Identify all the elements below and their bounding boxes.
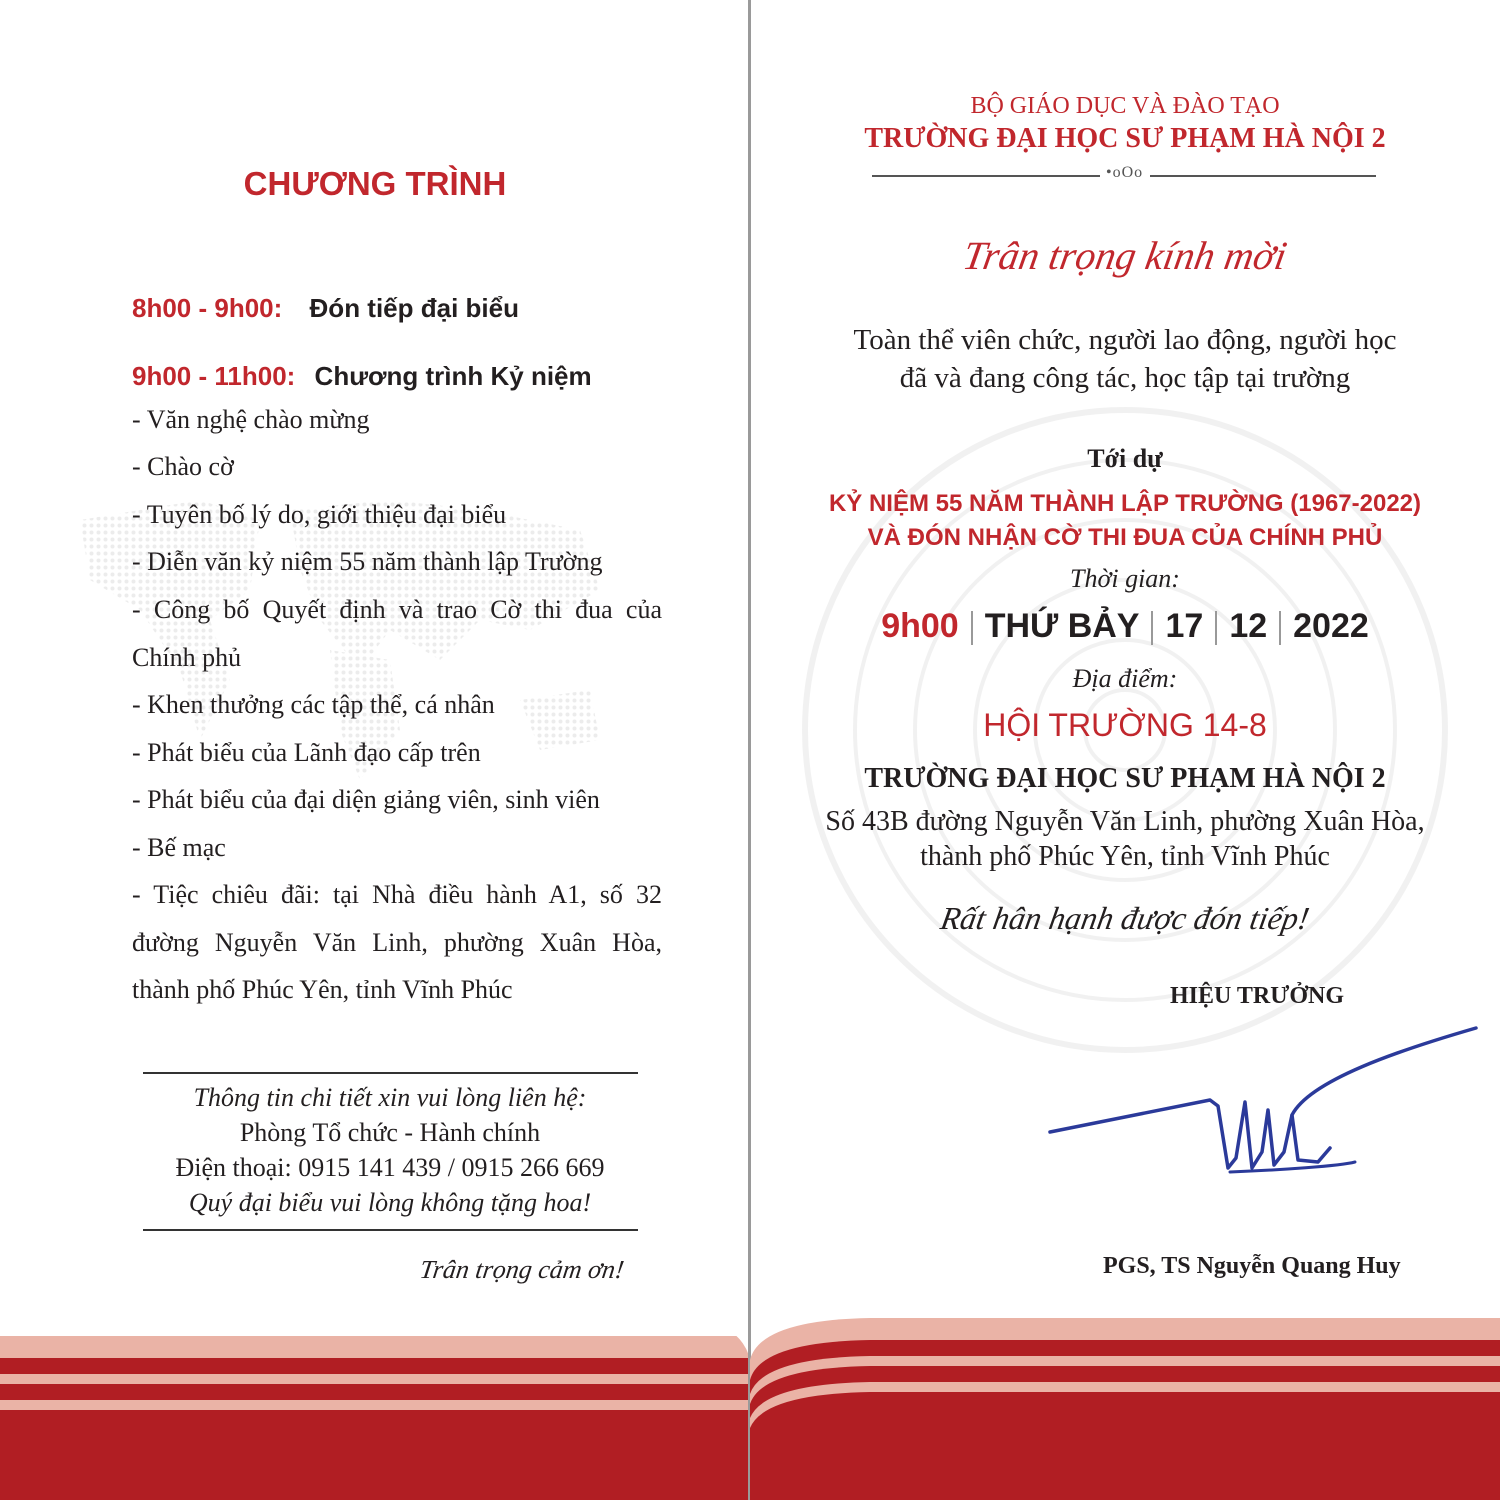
schedule-row-ceremony	[132, 361, 592, 392]
date-separator	[1215, 611, 1217, 645]
event-weekday: THỨ BẢY	[984, 607, 1140, 645]
contact-block	[120, 1080, 660, 1220]
signer-name: PGS, TS Nguyễn Quang Huy	[1103, 1253, 1401, 1279]
program-item: - Phát biểu của đại diện giảng viên, sinh viên	[132, 785, 600, 814]
program-item: - Tuyên bố lý do, giới thiệu đại biểu	[132, 500, 507, 529]
event-month: 12	[1229, 607, 1268, 645]
event-day: 17	[1165, 607, 1204, 645]
right-footer-waves	[750, 1300, 1500, 1500]
welcome-text: Rất hân hạnh được đón tiếp!	[938, 900, 1313, 936]
place-label: Địa điểm:	[1072, 664, 1178, 693]
time-label: Thời gian:	[1070, 564, 1180, 593]
schedule-activity: Đón tiếp đại biểu	[309, 293, 519, 323]
contact-intro: Thông tin chi tiết xin vui lòng liên hệ:	[193, 1083, 587, 1112]
schedule-activity: Chương trình Kỷ niệm	[314, 361, 592, 391]
contact-phone: Điện thoại: 0915 141 439 / 0915 266 669	[175, 1153, 605, 1182]
invitees-line-1: Toàn thể viên chức, người lao động, người học	[853, 324, 1397, 356]
no-flowers-note: Quý đại biểu vui lòng không tặng hoa!	[188, 1188, 592, 1217]
program-item: - Tiệc chiêu đãi: tại Nhà điều hành A1, số 32 đường Nguyễn Văn Linh, phường Xuân Hòa, thành phố Phúc Yên, tỉnh Vĩnh Phúc	[132, 880, 662, 1004]
program-item: - Phát biểu của Lãnh đạo cấp trên	[132, 738, 481, 767]
invitation-panel	[750, 0, 1500, 1500]
address-line-2: thành phố Phúc Yên, tỉnh Vĩnh Phúc	[920, 841, 1330, 872]
program-item: - Bế mạc	[132, 833, 226, 862]
program-item: - Diễn văn kỷ niệm 55 năm thành lập Trường	[132, 547, 603, 576]
program-item: - Chào cờ	[132, 452, 234, 481]
thanks-text: Trân trọng cảm ơn!	[418, 1255, 626, 1284]
ornament-dots: •oOo	[1106, 164, 1144, 181]
schedule-time: 8h00 - 9h00:	[132, 293, 283, 323]
schedule-time: 9h00 - 11h00:	[132, 361, 296, 391]
program-item: - Công bố Quyết định và trao Cờ thi đua của Chính phủ	[132, 595, 662, 672]
date-separator	[1151, 611, 1153, 645]
contact-office: Phòng Tổ chức - Hành chính	[239, 1118, 541, 1147]
attend-label: Tới dự	[1087, 444, 1163, 473]
event-title-line-1: KỶ NIỆM 55 NĂM THÀNH LẬP TRƯỜNG (1967-2022)	[828, 490, 1422, 517]
address-line-1: Số 43B đường Nguyễn Văn Linh, phường Xuân Hòa,	[825, 806, 1425, 837]
header-divider-left	[872, 175, 1100, 177]
hall-name: HỘI TRƯỜNG 14-8	[983, 707, 1267, 743]
header-divider-right	[1150, 175, 1376, 177]
rector-signature	[1040, 1020, 1480, 1190]
left-footer-waves	[0, 1300, 750, 1500]
program-item: - Khen thưởng các tập thể, cá nhân	[132, 690, 495, 719]
venue-name: TRƯỜNG ĐẠI HỌC SƯ PHẠM HÀ NỘI 2	[864, 763, 1386, 794]
school-name: TRƯỜNG ĐẠI HỌC SƯ PHẠM HÀ NỘI 2	[864, 123, 1386, 154]
event-datetime	[750, 607, 1500, 646]
program-title: CHƯƠNG TRÌNH	[243, 165, 507, 202]
date-separator	[971, 611, 973, 645]
program-item: - Văn nghệ chào mừng	[132, 405, 370, 434]
event-title-line-2: VÀ ĐÓN NHẬN CỜ THI ĐUA CỦA CHÍNH PHỦ	[867, 524, 1383, 551]
event-time: 9h00	[881, 607, 959, 645]
event-year: 2022	[1293, 607, 1369, 645]
contact-divider-bottom	[143, 1229, 638, 1231]
contact-divider-top	[143, 1072, 638, 1074]
schedule-row-welcome	[132, 293, 519, 324]
rector-title: HIỆU TRƯỞNG	[1170, 983, 1345, 1009]
date-separator	[1279, 611, 1281, 645]
ministry-name: BỘ GIÁO DỤC VÀ ĐÀO TẠO	[970, 93, 1280, 119]
invitation-heading: Trân trọng kính mời	[959, 233, 1291, 278]
invitees-line-2: đã và đang công tác, học tập tại trường	[899, 362, 1351, 394]
